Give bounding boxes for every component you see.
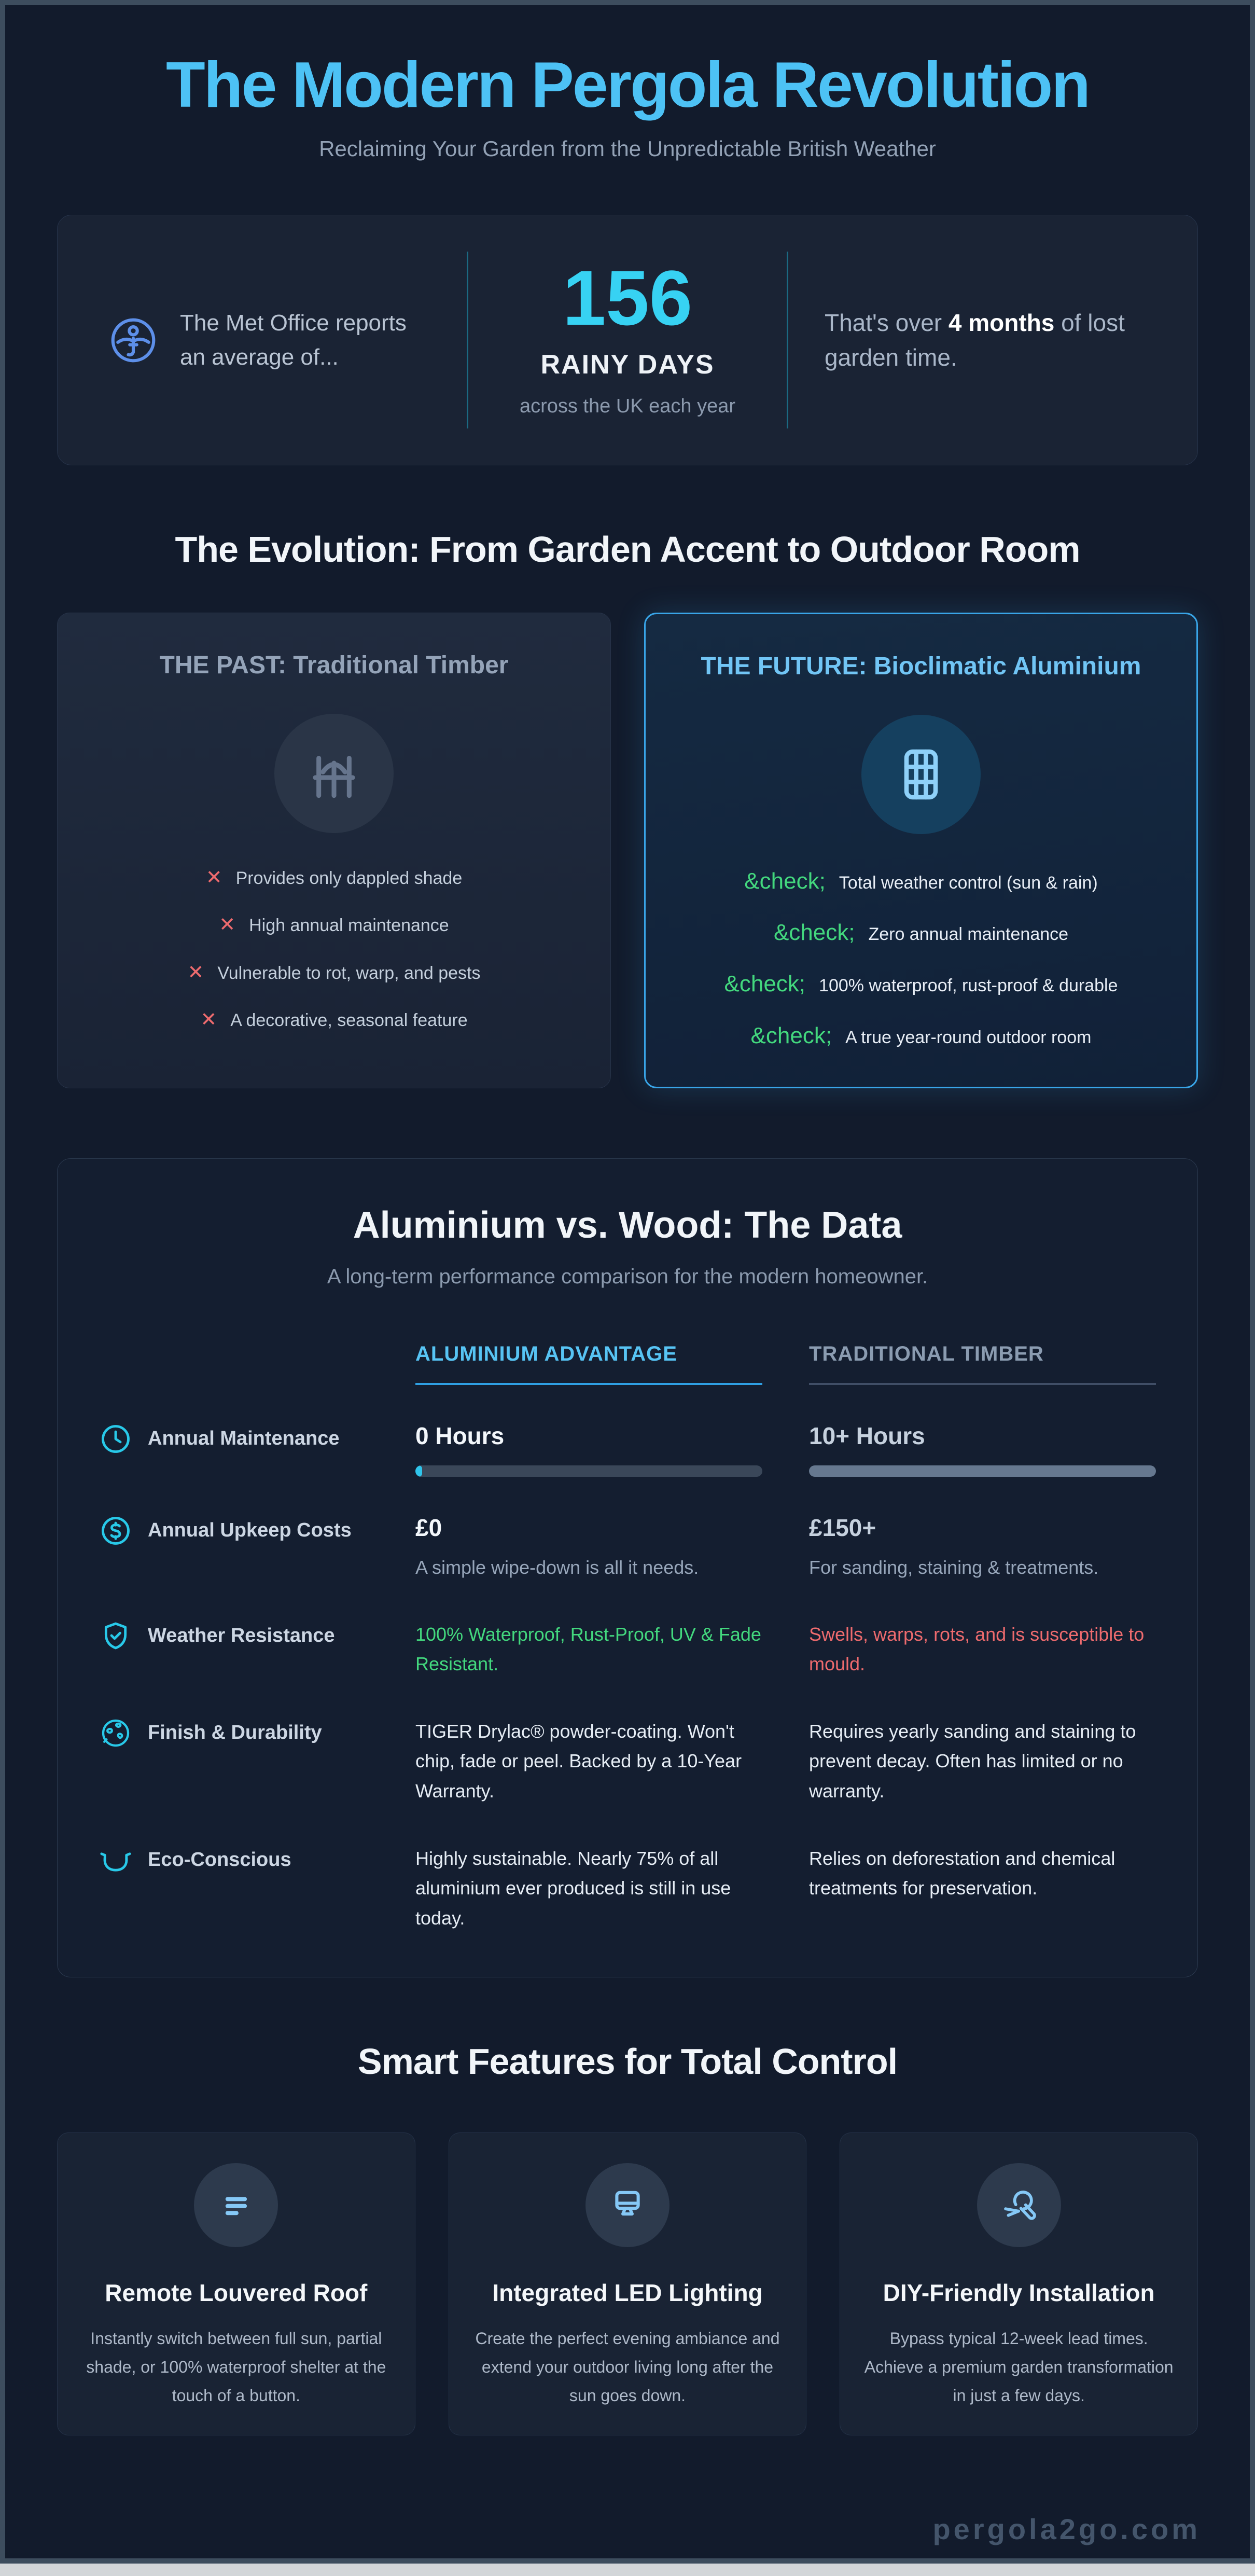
comparison-title: Aluminium vs. Wood: The Data	[353, 1204, 902, 1246]
progress-bar	[415, 1465, 762, 1477]
value: 10+ Hours	[809, 1422, 925, 1450]
features-grid	[57, 2132, 1198, 2435]
progress-bar	[809, 1465, 1156, 1477]
comparison-grid	[99, 1340, 1156, 1933]
feature-icon-circle	[194, 2163, 278, 2247]
evolution-grid	[57, 613, 1198, 1088]
rainy-days-label: RAINY DAYS	[540, 350, 715, 380]
rainy-days-number: 156	[562, 254, 693, 342]
description: For sanding, staining & treatments.	[809, 1556, 1099, 1578]
row-label-weather-resistance: Weather Resistance	[99, 1619, 369, 1653]
value: 0 Hours	[415, 1422, 505, 1450]
site-watermark: pergola2go.com	[932, 2513, 1201, 2545]
stat-lead-text: The Met Office reports an average of...	[180, 310, 407, 370]
cell-aluminium-eco: Highly sustainable. Nearly 75% of all aluminium ever produced is still in use today.	[415, 1847, 731, 1929]
row-label-eco-conscious: Eco-Conscious	[99, 1844, 369, 1877]
cross-bullet-icon: ✕	[219, 914, 236, 936]
stat-right-suffix: of lost garden time.	[825, 309, 1125, 371]
check-bullet-text: &check;	[724, 971, 806, 997]
column-header-aluminium: ALUMINIUM ADVANTAGE	[415, 1340, 762, 1385]
umbrella-icon	[109, 316, 157, 364]
future-card-title: THE FUTURE: Bioclimatic Aluminium	[701, 652, 1141, 680]
stat-left-block	[89, 306, 467, 375]
future-feature-list	[674, 866, 1168, 1050]
past-feature-list	[86, 865, 582, 1033]
globe-icon	[99, 1716, 132, 1750]
list-item: ✕ Vulnerable to rot, warp, and pests	[187, 961, 481, 984]
feature-icon-circle	[977, 2163, 1061, 2247]
list-item: ✕ A decorative, seasonal feature	[200, 1009, 468, 1031]
cell-aluminium-maintenance	[415, 1422, 762, 1477]
future-icon-circle	[861, 715, 981, 834]
feature-desc: Instantly switch between full sun, partial shade, or 100% waterproof shelter at the touch of a button.	[86, 2329, 386, 2405]
column-header-timber: TRADITIONAL TIMBER	[809, 1340, 1156, 1385]
comparison-subtitle: A long-term performance comparison for the modern homeowner.	[327, 1265, 928, 1289]
past-card-title: THE PAST: Traditional Timber	[159, 651, 509, 679]
cell-timber-eco: Relies on deforestation and chemical treatments for preservation.	[809, 1847, 1115, 1899]
tool-icon	[997, 2183, 1041, 2227]
list-item: &check; Total weather control (sun & rain)	[744, 868, 1098, 894]
past-card	[57, 613, 611, 1088]
comparison-card	[57, 1158, 1198, 1978]
rainy-days-stat-card	[57, 215, 1198, 465]
cell-timber-weather: Swells, warps, rots, and is susceptible to mould.	[809, 1623, 1145, 1675]
stat-right-highlight: 4 months	[948, 309, 1055, 336]
check-bullet-text: &check;	[773, 920, 855, 946]
page-title: The Modern Pergola Revolution	[165, 49, 1090, 121]
cross-bullet-icon: ✕	[187, 961, 204, 984]
monitor-icon	[605, 2183, 650, 2227]
feature-card-led-lighting	[449, 2132, 807, 2435]
future-card	[644, 613, 1198, 1088]
infographic-page	[5, 5, 1250, 2558]
row-label-finish-durability: Finish & Durability	[99, 1716, 369, 1750]
list-item: &check; Zero annual maintenance	[773, 920, 1069, 946]
list-item: &check; A true year-round outdoor room	[750, 1022, 1092, 1048]
cell-timber-maintenance	[809, 1422, 1156, 1477]
page-subtitle: Reclaiming Your Garden from the Unpredictable British Weather	[319, 136, 936, 161]
cell-timber-upkeep	[809, 1514, 1156, 1582]
feature-title: Integrated LED Lighting	[492, 2279, 763, 2307]
description: A simple wipe-down is all it needs.	[415, 1556, 699, 1578]
cell-aluminium-upkeep	[415, 1514, 762, 1582]
cross-bullet-icon: ✕	[200, 1009, 217, 1031]
feature-icon-circle	[585, 2163, 670, 2247]
check-bullet-text: &check;	[750, 1022, 832, 1048]
feature-card-louvered-roof	[57, 2132, 415, 2435]
list-item: ✕ Provides only dappled shade	[205, 866, 463, 889]
stat-right-block	[788, 306, 1166, 375]
feature-desc: Bypass typical 12-week lead times. Achieve a premium garden transformation in just a few days.	[864, 2329, 1174, 2405]
stat-center-block	[467, 252, 788, 428]
list-item: &check; 100% waterproof, rust-proof & durable	[724, 971, 1118, 997]
eco-icon	[99, 1844, 132, 1877]
feature-card-diy-installation	[840, 2132, 1198, 2435]
value: £0	[415, 1514, 442, 1541]
past-icon-circle	[274, 714, 394, 833]
feature-title: Remote Louvered Roof	[105, 2279, 368, 2307]
check-bullet-text: &check;	[744, 868, 826, 894]
feature-desc: Create the perfect evening ambiance and extend your outdoor living long after the sun goes down.	[475, 2329, 780, 2405]
clock-icon	[99, 1422, 132, 1456]
cross-bullet-icon: ✕	[205, 866, 222, 889]
row-label-annual-maintenance: Annual Maintenance	[99, 1422, 369, 1456]
features-heading: Smart Features for Total Control	[357, 2041, 898, 2082]
louvers-icon	[214, 2183, 258, 2227]
louvered-roof-grid-icon	[888, 741, 954, 808]
cell-aluminium-finish: TIGER Drylac® powder-coating. Won't chip, fade or peel. Backed by a 10-Year Warranty.	[415, 1720, 742, 1802]
list-item: ✕ High annual maintenance	[219, 914, 449, 936]
cell-aluminium-weather: 100% Waterproof, Rust-Proof, UV & Fade Resistant.	[415, 1623, 761, 1675]
pergola-icon	[301, 740, 367, 807]
evolution-heading: The Evolution: From Garden Accent to Outdoor Room	[175, 529, 1080, 570]
currency-icon	[99, 1514, 132, 1547]
shield-check-icon	[99, 1619, 132, 1653]
cell-timber-finish: Requires yearly sanding and staining to prevent decay. Often has limited or no warranty.	[809, 1720, 1136, 1802]
value: £150+	[809, 1514, 876, 1541]
stat-right-prefix: That's over	[825, 309, 949, 336]
rainy-days-sub: across the UK each year	[519, 395, 736, 418]
row-label-upkeep-costs: Annual Upkeep Costs	[99, 1514, 369, 1547]
feature-title: DIY-Friendly Installation	[883, 2279, 1155, 2307]
